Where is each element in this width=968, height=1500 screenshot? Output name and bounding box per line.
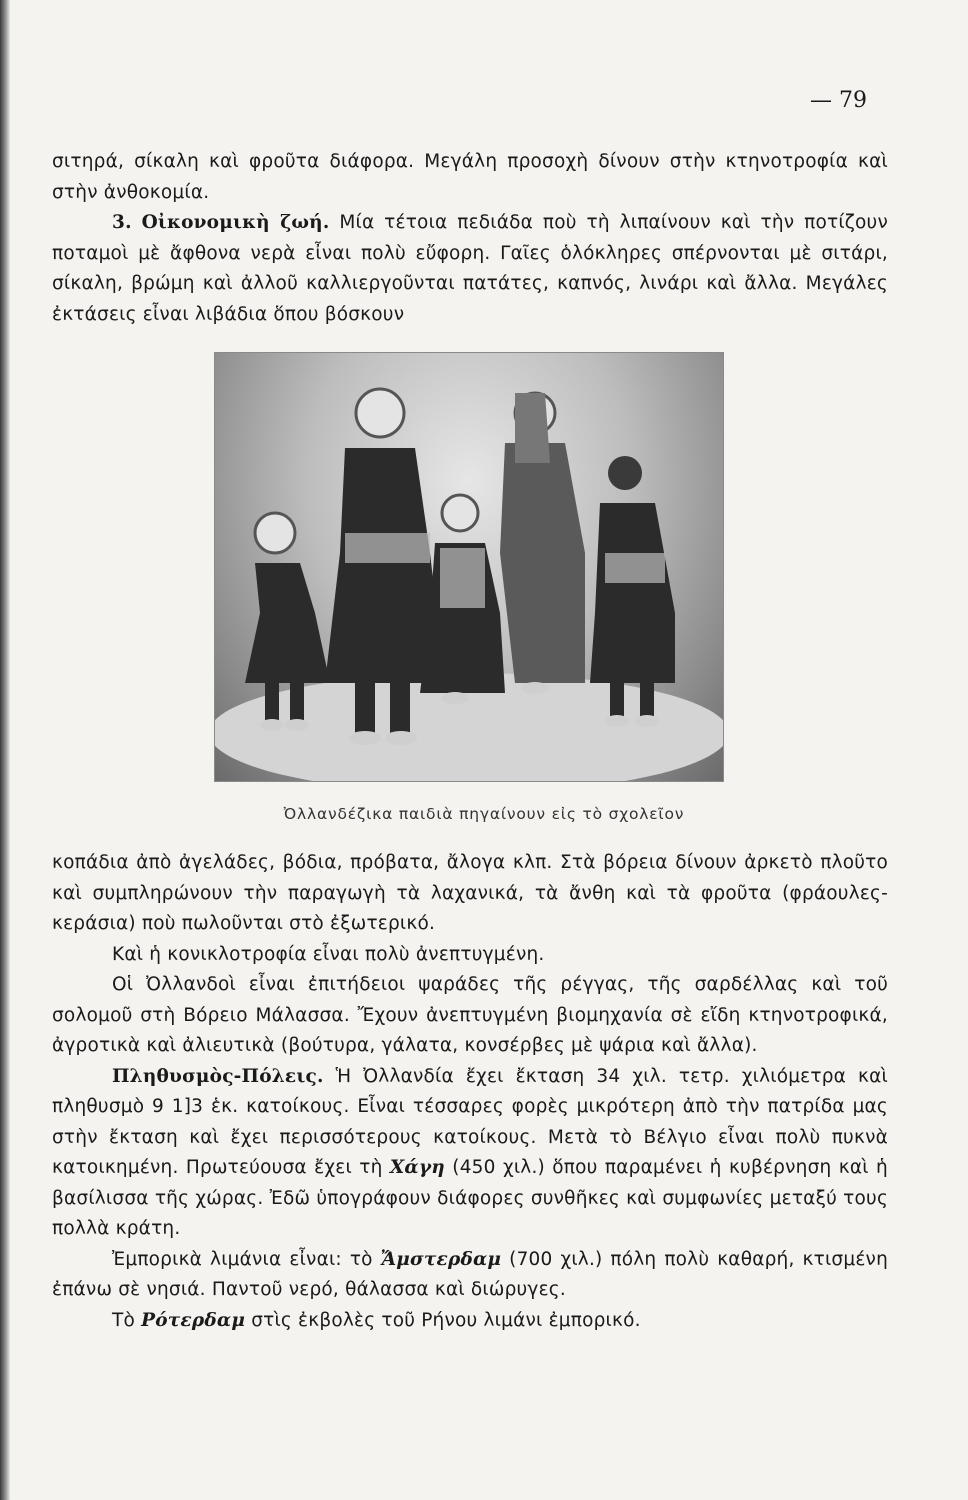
city-amsterdam: Ἄμστερδαμ <box>380 1248 502 1270</box>
page-number: — 79 <box>810 88 867 113</box>
bottom-text-block <box>52 848 888 1336</box>
economy-text: Μία τέτοια πεδιάδα ποὺ τὴ λιπαίνουν καὶ τὴν ποτίζουν ποταμοὶ μὲ ἄφθονα νερὰ εἶναι πολὺ εὔφορη. Γαῖες ὁλόκληρες σπέρνονται μὲ σιτάρι, σίκαλη, βρώμη καὶ ἀλλοῦ καλλιεργοῦνται πατάτες, καπνός, λινάρι καὶ ἄλλα. Μεγάλες ἐκτάσεις εἶναι λιβάδια ὅπου βόσκουν <box>52 212 888 325</box>
paragraph-population <box>52 1062 888 1245</box>
rotterdam-text: Τὸ <box>112 1309 136 1331</box>
ports-text: Ἐμπορικὰ λιμάνια εἶναι: τὸ <box>112 1248 373 1270</box>
section-heading-economy: Οἰκονομικὴ ζωή. <box>141 212 330 233</box>
paragraph-ports <box>52 1245 888 1306</box>
paragraph-herds: κοπάδια ἀπὸ ἀγελάδες, βόδια, πρόβατα, ἄλογα κλπ. Στὰ βόρεια δίνουν ἀρκετὸ πλοῦτο καὶ συμπληρώνουν τὴν παραγωγὴ τὰ λαχανικά, τὰ ἄνθη καὶ τὰ φροῦτα (φράουλες-κεράσια) ποὺ πωλοῦνται στὸ ἐξωτερικό. <box>52 852 888 934</box>
paragraph-fishing: Οἱ Ὀλλανδοὶ εἶναι ἐπιτήδειοι ψαράδες τῆς ρέγγας, τῆς σαρδέλλας καὶ τοῦ σολομοῦ στὴ Βόρειο Μάλασσα. Ἔχουν ἀνεπτυγμένη βιομηχανία σὲ εἴδη κτηνοτροφικά, ἀγροτικὰ καὶ ἀλιευτικὰ (βούτυρα, γάλατα, κονσέρβες μὲ ψάρια καὶ ἄλλα). <box>52 974 888 1056</box>
paragraph-economy <box>52 208 888 330</box>
population-text: Ἡ Ὀλλανδία ἔχει ἔκταση 34 χιλ. τετρ. χιλιόμετρα καὶ πληθυσμὸ 9 1]3 ἑκ. κατοίκους. Εἶναι τέσσαρες φορὲς μικρότερη ἀπὸ τὴν πατρίδα μας στὴν ἔκταση καὶ ἔχει περισσότερους κατοίκους. Μετὰ τὸ Βέλγιο εἶναι πολὺ πυκνὰ κατοικημένη. Πρωτεύουσα ἔχει τὴ <box>52 1065 888 1178</box>
city-hague: Χάγη <box>389 1157 445 1178</box>
rotterdam-text-2: στὶς ἐκβολὲς τοῦ Ρήνου λιμάνι ἐμπορικό. <box>251 1309 641 1331</box>
page-binding-edge <box>0 0 10 1500</box>
top-text-block <box>52 147 888 330</box>
paragraph-crops: σιτηρά, σίκαλη καὶ φροῦτα διάφορα. Μεγάλη προσοχὴ δίνουν στὴν κτηνοτροφία καὶ στὴν ἀνθοκομία. <box>52 151 888 203</box>
photo-dutch-children <box>214 352 724 782</box>
photo-caption: Ὀλλανδέζικα παιδιὰ πηγαίνουν εἰς τὸ σχολεῖον <box>283 805 685 823</box>
ports-text-2: (700 χιλ.) πόλη πολὺ καθαρή, κτισμένη ἐπάνω σὲ νησιά. Παντοῦ νερό, θάλασσα καὶ διώρυγες. <box>52 1248 888 1300</box>
population-text-2: (450 χιλ.) ὅπου παραμένει ἡ κυβέρνηση καὶ ἡ βασίλισσα τῆς χώρας. Ἐδῶ ὑπογράφουν διάφορες συνθῆκες καὶ συμφωνίες μεταξύ τους πολλὰ κράτη. <box>52 1157 888 1239</box>
paragraph-rotterdam <box>52 1306 888 1337</box>
paragraph-rabbits: Καὶ ἡ κονικλοτροφία εἶναι πολὺ ἀνεπτυγμένη. <box>112 943 545 965</box>
city-rotterdam: Ρότερδαμ <box>141 1309 246 1331</box>
section-heading-population: Πληθυσμὸς-Πόλεις. <box>112 1065 324 1087</box>
section-number: 3. <box>112 212 132 233</box>
